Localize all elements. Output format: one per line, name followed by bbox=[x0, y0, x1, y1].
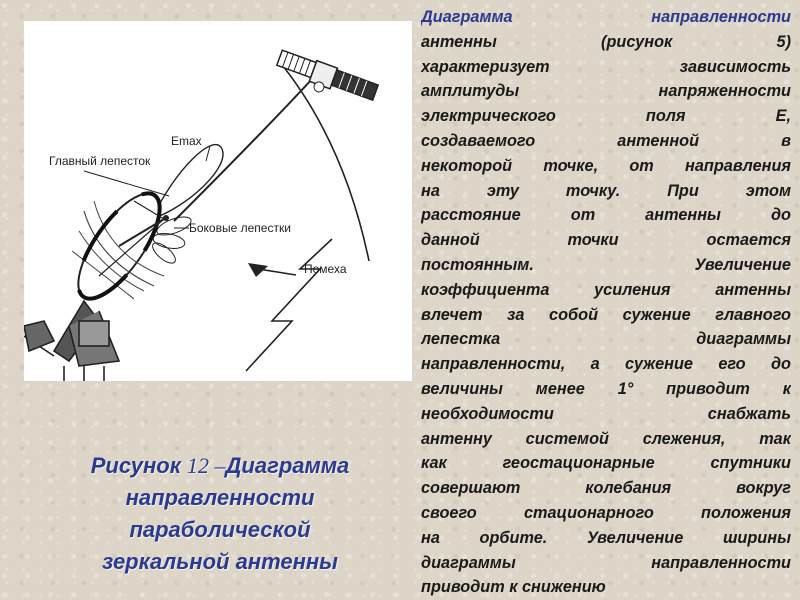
satellite-icon bbox=[273, 48, 379, 110]
text-line: величины менее 1° приводит к bbox=[421, 379, 791, 398]
text-line: некоторой точке, от направления bbox=[421, 156, 791, 175]
text-line: диаграммы направленности bbox=[421, 553, 791, 572]
text-line: лепестка диаграммы bbox=[421, 330, 791, 349]
side-lobes-label: Боковые лепестки bbox=[189, 221, 291, 235]
caption-title-4: зеркальной антенны bbox=[102, 549, 338, 574]
text-line: влечет за собой сужение главного bbox=[421, 305, 791, 324]
caption-title-3: параболической bbox=[129, 517, 311, 542]
text-line: своего стационарного положения bbox=[421, 503, 791, 522]
text-line: антенны (рисунок 5) bbox=[421, 32, 791, 51]
text-line: направленности, а сужение его до bbox=[421, 355, 791, 374]
text-line: необходимости снабжать bbox=[421, 404, 791, 423]
antenna-diagram bbox=[24, 21, 412, 381]
text-line: как геостационарные спутники bbox=[421, 454, 791, 473]
interference-label: Помеха bbox=[304, 262, 347, 276]
description-text bbox=[421, 5, 791, 600]
antenna-figure bbox=[24, 21, 412, 381]
caption-title-1: Диаграмма bbox=[225, 453, 350, 478]
text-line: создаваемого антенной в bbox=[421, 131, 791, 150]
antenna-mount-icon bbox=[24, 301, 119, 381]
text-line: на орбите. Увеличение ширины bbox=[421, 528, 791, 547]
text-line: амплитуды напряженности bbox=[421, 82, 791, 101]
text-line: данной точки остается bbox=[421, 231, 791, 250]
main-lobe-label: Главный лепесток bbox=[49, 154, 151, 168]
text-line: расстояние от антенны до bbox=[421, 206, 791, 225]
figure-caption bbox=[40, 450, 400, 578]
text-line: характеризует зависимость bbox=[421, 57, 791, 76]
text-line: совершают колебания вокруг bbox=[421, 479, 791, 498]
text-line: антенну системой слежения, так bbox=[421, 429, 791, 448]
text-line: на эту точку. При этом bbox=[421, 181, 791, 200]
antenna-dish-icon bbox=[64, 181, 174, 310]
text-line: Диаграмма направленности bbox=[421, 8, 791, 26]
caption-title-2: направленности bbox=[125, 485, 315, 510]
text-line: приводит к снижению bbox=[421, 578, 606, 597]
caption-number: 12 – bbox=[187, 453, 226, 478]
emax-label: Emax bbox=[171, 134, 202, 148]
text-line: коэффициента усиления антенны bbox=[421, 280, 791, 299]
text-line: электрического поля Е, bbox=[421, 107, 791, 126]
caption-prefix: Рисунок bbox=[90, 453, 188, 478]
text-line: постоянным. Увеличение bbox=[421, 255, 791, 274]
interference-signal bbox=[246, 239, 332, 371]
